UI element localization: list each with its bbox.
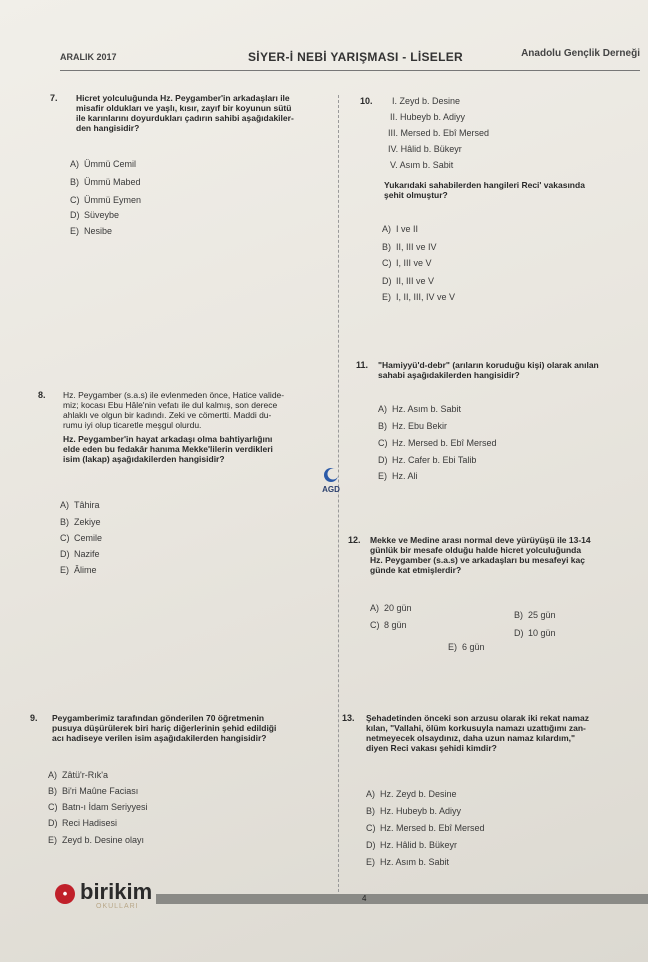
question-number: 8. [38,390,46,400]
option-c[interactable]: C) I, III ve V [382,258,432,268]
birikim-logo: birikim [80,879,153,904]
question-stem: "Hamiyyü'd-debr" (arıların koruduğu kişi) olarak anılan sahabi aşağıdakilerden hangisidir? [378,360,599,380]
option-b[interactable]: B) Hz. Hubeyb b. Adiyy [366,806,462,816]
option-b[interactable]: B) II, III ve IV [382,242,437,252]
question-number: 9. [30,713,38,723]
option-a[interactable]: A) Zâtü'r-Rık'a [48,770,108,780]
option-d[interactable]: D) Hz. Cafer b. Ebi Talib [378,455,477,465]
header-organization: Anadolu Gençlik Derneği [521,48,640,59]
header-date: ARALIK 2017 [60,52,117,62]
question-stem: Peygamberimiz tarafından gönderilen 70 öğretmenin pusuya düşürülerek biri hariç diğerlerinin şehid edildiği acı hadiseye verilen isim aşağıdakilerden hangisidir? [52,713,277,743]
option-a[interactable]: A) Hz. Asım b. Sabit [378,404,462,414]
list-item: V. Asım b. Sabit [390,160,454,170]
list-item: III. Mersed b. Ebî Mersed [388,128,490,138]
birikim-logo-subtitle: OKULLARI [96,903,139,910]
option-e[interactable]: E) Âlime [60,565,97,575]
question-number: 10. [360,96,373,106]
option-c[interactable]: C) Hz. Mersed b. Ebî Mersed [366,823,485,833]
header-rule [60,70,640,71]
option-e[interactable]: E) Zeyd b. Desine olayı [48,835,145,845]
option-b[interactable]: B) 25 gün [514,610,556,620]
option-d[interactable]: D) Nazife [60,549,100,559]
option-e[interactable]: E) 6 gün [448,642,485,652]
page-header [60,48,640,72]
option-c[interactable]: C) Hz. Mersed b. Ebî Mersed [378,438,497,448]
option-c[interactable]: C) 8 gün [370,620,407,630]
agd-logo-icon [316,466,346,494]
option-d[interactable]: D) 10 gün [514,628,556,638]
option-c[interactable]: C) Ümmü Eymen [70,195,142,205]
agd-logo [316,466,346,494]
list-item: II. Hubeyb b. Adiyy [390,112,466,122]
option-b[interactable]: B) Hz. Ebu Bekir [378,421,448,431]
option-e[interactable]: E) Hz. Asım b. Sabit [366,857,450,867]
option-b[interactable]: B) Zekiye [60,517,101,527]
option-e[interactable]: E) I, II, III, IV ve V [382,292,456,302]
column-divider [338,95,339,902]
option-a[interactable]: A) Tâhira [60,500,100,510]
question-number: 13. [342,713,355,723]
option-d[interactable]: D) II, III ve V [382,276,435,286]
question-number: 12. [348,535,361,545]
header-title: SİYER-İ NEBİ YARIŞMASI - LİSELER [248,50,463,64]
question-stem: Hz. Peygamber (s.a.s) ile evlenmeden önce, Hatice valide- miz; kocası Ebu Hâle'nin vefatı ile dul kalmış, son derece ahlaklı ve olgun bir kadındı. Zeki ve cömertti. Maddi du- rumu iyi olup ticaretle meşgul olurdu. Hz. Peygamber'in hayat arkadaşı olma bahtiyarlığını elde eden bu fedakâr hanıma Mekke'lilerin verdikleri isim (lakap) aşağıdakilerden hangisidir? [63,390,285,464]
option-c[interactable]: C) Cemile [60,533,103,543]
question-number: 11. [356,360,369,370]
page-number: 4 [362,894,367,903]
option-d[interactable]: D) Hz. Hâlid b. Bükeyr [366,840,458,850]
list-item: IV. Hâlid b. Bükeyr [388,144,462,154]
question-number: 7. [50,93,58,103]
option-a[interactable]: A) Ümmü Cemil [70,159,137,169]
question-stem: Mekke ve Medine arası normal deve yürüyüşü ile 13-14 günlük bir mesafe olduğu halde hicret yolculuğunda Hz. Peygamber (s.a.s) ve arkadaşları bu mesafeyi kaç günde kat etmişlerdir? [370,535,591,575]
option-a[interactable]: A) I ve II [382,224,419,234]
option-d[interactable]: D) Süveybe [70,210,120,220]
option-b[interactable]: B) Ümmü Mabed [70,177,141,187]
question-stem: Hicret yolculuğunda Hz. Peygamber'in arkadaşları ile misafir oldukları ve yaşlı, kısır, zayıf bir koyunun sütü ile karınlarını doyurdukları çadırın sahibi aşağıdakiler- den hangisidir? [76,93,294,133]
page-footer [50,876,648,916]
question-stem: Şehadetinden önceki son arzusu olarak iki rekat namaz kılan, "Vallahi, ölüm korkusuyla namazı uzattığımı zan- netmeyecek olsaydınız, daha uzun namaz kılardım," diyen Reci vakası şehidi kimdir? [366,713,589,753]
option-e[interactable]: E) Hz. Ali [378,471,418,481]
option-d[interactable]: D) Reci Hadisesi [48,818,118,828]
svg-text:AGD: AGD [322,485,340,494]
option-c[interactable]: C) Batn-ı İdam Seriyyesi [48,802,148,812]
birikim-logo-icon: • [55,884,75,904]
option-e[interactable]: E) Nesibe [70,226,113,236]
option-a[interactable]: A) 20 gün [370,603,412,613]
list-item: I. Zeyd b. Desine [392,96,461,106]
option-a[interactable]: A) Hz. Zeyd b. Desine [366,789,457,799]
footer-bar [156,894,648,904]
option-b[interactable]: B) Bi'ri Maûne Faciası [48,786,139,796]
question-stem: Yukarıdaki sahabilerden hangileri Reci' vakasında şehit olmuştur? [384,180,585,200]
